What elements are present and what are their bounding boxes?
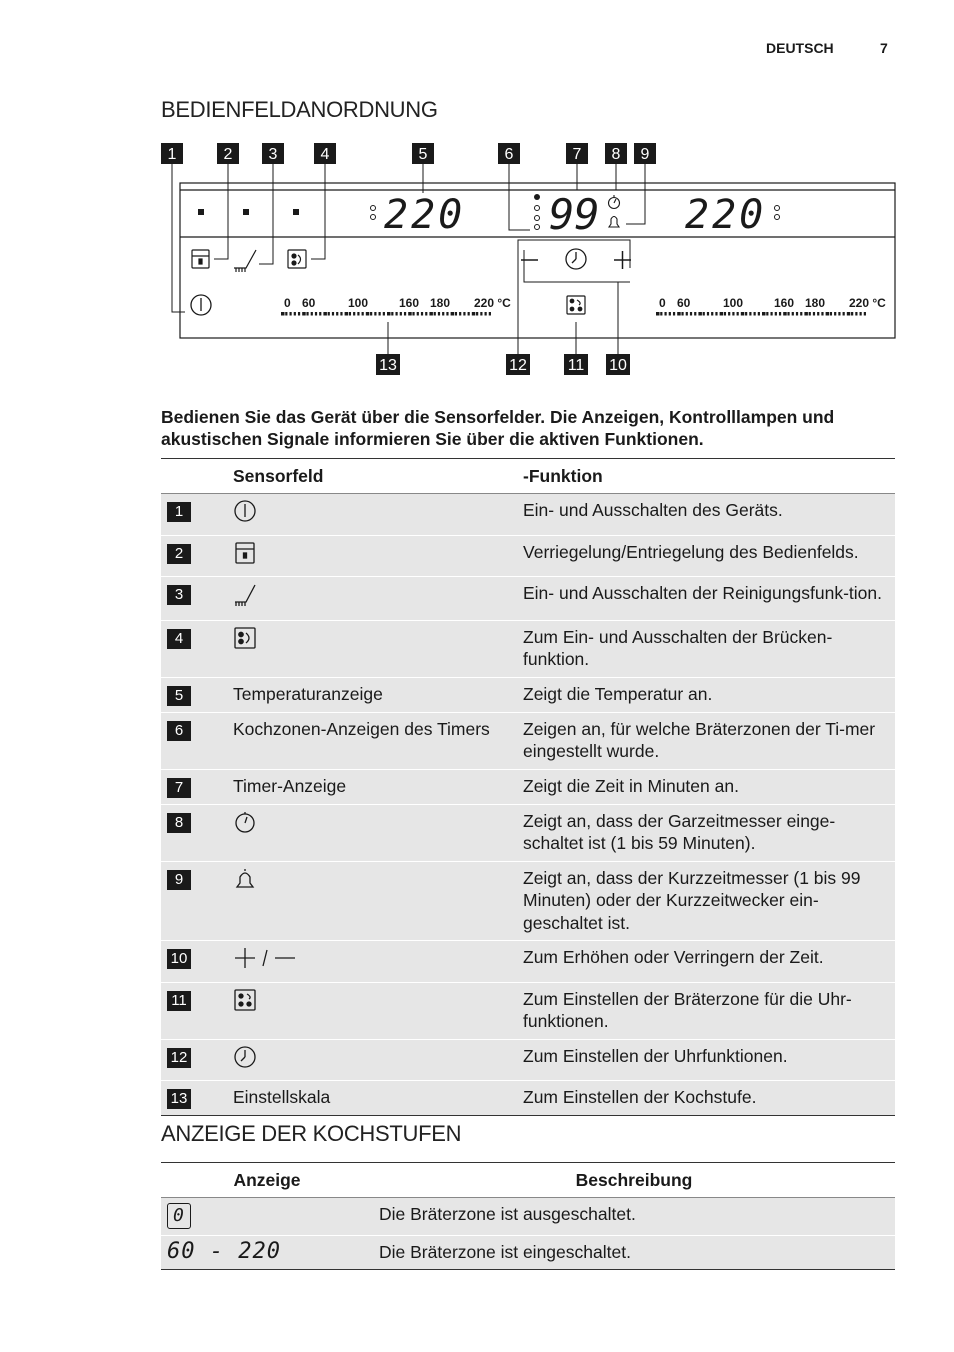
- function-text: Zum Einstellen der Kochstufe.: [523, 1087, 757, 1107]
- scale-label: 180: [805, 296, 826, 310]
- header-sensor: Sensorfeld: [227, 459, 517, 494]
- callout-2: [217, 143, 239, 164]
- power-level-table: [161, 1162, 895, 1270]
- cleaning-icon: [233, 582, 259, 614]
- function-text: Zeigt die Zeit in Minuten an.: [523, 775, 739, 796]
- callout-7: [566, 143, 588, 164]
- row-number: 4: [167, 629, 191, 649]
- zone-select-icon: [567, 296, 585, 314]
- lock-icon: [192, 250, 209, 268]
- empty-header: [161, 459, 227, 494]
- scale-label: 180: [430, 296, 451, 310]
- function-text: Ein- und Ausschalten der Reinigungsfunk-tion.: [523, 583, 882, 603]
- scale-label: 160: [774, 296, 795, 310]
- table-row: [161, 982, 895, 1039]
- timer-display: 99: [549, 190, 600, 239]
- function-text: Ein- und Ausschalten des Geräts.: [523, 500, 783, 520]
- zone-select-icon: [233, 988, 257, 1018]
- description-text: Die Bräterzone ist eingeschaltet.: [379, 1241, 631, 1262]
- svg-text:6: 6: [504, 146, 514, 163]
- scale-label: 160: [399, 296, 420, 310]
- row-number: 7: [167, 778, 191, 798]
- page-number: 7: [880, 40, 888, 56]
- section-title-power-levels: ANZEIGE DER KOCHSTUFEN: [161, 1121, 462, 1146]
- function-text: Zum Erhöhen oder Verringern der Zeit.: [523, 947, 824, 967]
- scale-label: 100: [723, 296, 744, 310]
- temperature-display-right: 220: [685, 192, 767, 238]
- lock-icon: [233, 541, 257, 571]
- sensor-field-table: [161, 458, 895, 1116]
- callout-12: [506, 354, 530, 375]
- callout-9: [634, 143, 656, 164]
- zone-led: [371, 206, 376, 211]
- display-range-symbol: 60 - 220: [167, 1238, 281, 1264]
- control-panel-diagram: [0, 0, 954, 400]
- table-row: [161, 1039, 895, 1081]
- clock-icon: [233, 1045, 257, 1075]
- function-text: Zeigen an, für welche Bräterzonen der Ti-mer eingestellt wurde.: [523, 718, 876, 761]
- power-icon: [233, 499, 257, 529]
- function-text: Verriegelung/Entriegelung des Bedienfelds.: [523, 541, 859, 562]
- row-number: 8: [167, 813, 191, 833]
- sensor-label: Timer-Anzeige: [233, 775, 347, 796]
- stopwatch-icon: [233, 810, 257, 840]
- table-row: [161, 1081, 895, 1116]
- table-row: [161, 861, 895, 941]
- function-text: Zum Einstellen der Bräterzone für die Uhr-funktionen.: [523, 988, 852, 1031]
- scale-label: 60: [677, 296, 691, 310]
- scale-label: 220 °C: [474, 296, 511, 310]
- function-text: Zum Ein- und Ausschalten der Brücken-funktion.: [523, 626, 833, 669]
- callout-8: [605, 143, 627, 164]
- table-row: [161, 1198, 895, 1236]
- display-off-symbol: 0: [167, 1203, 191, 1229]
- table-row: [161, 494, 895, 536]
- plus-minus-icon: [233, 946, 297, 976]
- svg-text:4: 4: [320, 146, 330, 163]
- row-number: 10: [167, 949, 191, 969]
- bridge-icon: [288, 250, 306, 268]
- sensor-label: Kochzonen-Anzeigen des Timers: [233, 718, 490, 739]
- header-description: Beschreibung: [373, 1163, 895, 1198]
- table-row: [161, 535, 895, 577]
- svg-text:7: 7: [572, 146, 582, 163]
- header-display: Anzeige: [161, 1163, 373, 1198]
- table-row: [161, 677, 895, 712]
- row-number: 13: [167, 1089, 191, 1109]
- callout-13: [376, 354, 400, 375]
- scale-label: 0: [284, 296, 291, 310]
- row-number: 9: [167, 870, 191, 890]
- svg-text:2: 2: [223, 146, 233, 163]
- svg-text:1: 1: [167, 146, 177, 163]
- timer-zone-leds: [534, 194, 540, 230]
- power-icon: [191, 295, 211, 315]
- table-row: [161, 1235, 895, 1270]
- function-text: Zeigt die Temperatur an.: [523, 683, 713, 704]
- row-number: 5: [167, 686, 191, 706]
- table-row: [161, 620, 895, 677]
- table-row: [161, 804, 895, 861]
- cleaning-icon: [234, 250, 256, 272]
- scale-label: 220 °C: [849, 296, 886, 310]
- svg-text:5: 5: [418, 146, 428, 163]
- callout-11: [564, 354, 588, 375]
- row-number: 1: [167, 502, 191, 522]
- row-number: 2: [167, 544, 191, 564]
- svg-text:13: 13: [379, 357, 397, 374]
- function-text: Zeigt an, dass der Garzeitmesser einge-schaltet ist (1 bis 59 Minuten).: [523, 810, 836, 853]
- svg-text:10: 10: [609, 357, 627, 374]
- bell-icon: [233, 867, 257, 897]
- intro-text: Bedienen Sie das Gerät über die Sensorfelder. Die Anzeigen, Kontrolllampen und akustischen Signale informieren Sie über die aktiven Funktionen.: [161, 407, 835, 449]
- callout-6: [498, 143, 520, 164]
- table-row: [161, 577, 895, 621]
- power-scale-right: [656, 296, 886, 316]
- svg-text:8: 8: [611, 146, 621, 163]
- stopwatch-icon: [609, 195, 620, 209]
- zone-indicator-dots: [198, 209, 299, 215]
- scale-label: 0: [659, 296, 666, 310]
- table-row: [161, 712, 895, 769]
- function-text: Zum Einstellen der Uhrfunktionen.: [523, 1045, 788, 1066]
- clock-icon: [566, 249, 586, 269]
- callout-3: [262, 143, 284, 164]
- section-title-control-panel: BEDIENFELDANORDNUNG: [161, 97, 438, 122]
- row-number: 3: [167, 585, 191, 605]
- sensor-label: Einstellskala: [233, 1087, 331, 1107]
- bridge-icon: [233, 626, 257, 656]
- function-text: Zeigt an, dass der Kurzzeitmesser (1 bis 99 Minuten) oder der Kurzzeitwecker ein-geschaltet ist.: [523, 867, 861, 933]
- scale-label: 100: [348, 296, 369, 310]
- svg-text:11: 11: [567, 357, 585, 374]
- header-function: -Funktion: [517, 459, 895, 494]
- table-row: [161, 941, 895, 983]
- callout-10: [606, 354, 630, 375]
- callout-5: [412, 143, 434, 164]
- callout-1: [161, 143, 183, 164]
- scale-label: 60: [302, 296, 316, 310]
- svg-text:3: 3: [268, 146, 278, 163]
- plus-icon: [614, 251, 631, 269]
- power-scale-left: [281, 296, 511, 316]
- row-number: 12: [167, 1048, 191, 1068]
- description-text: Die Bräterzone ist ausgeschaltet.: [379, 1204, 636, 1224]
- page-header-language: DEUTSCH: [766, 40, 834, 56]
- bell-icon: [609, 217, 619, 228]
- temperature-display-left: 220: [384, 192, 466, 238]
- svg-text:12: 12: [509, 357, 527, 374]
- svg-text:9: 9: [640, 146, 650, 163]
- callout-4: [314, 143, 336, 164]
- row-number: 6: [167, 721, 191, 741]
- table-row: [161, 769, 895, 804]
- row-number: 11: [167, 991, 191, 1011]
- sensor-label: Temperaturanzeige: [233, 683, 383, 704]
